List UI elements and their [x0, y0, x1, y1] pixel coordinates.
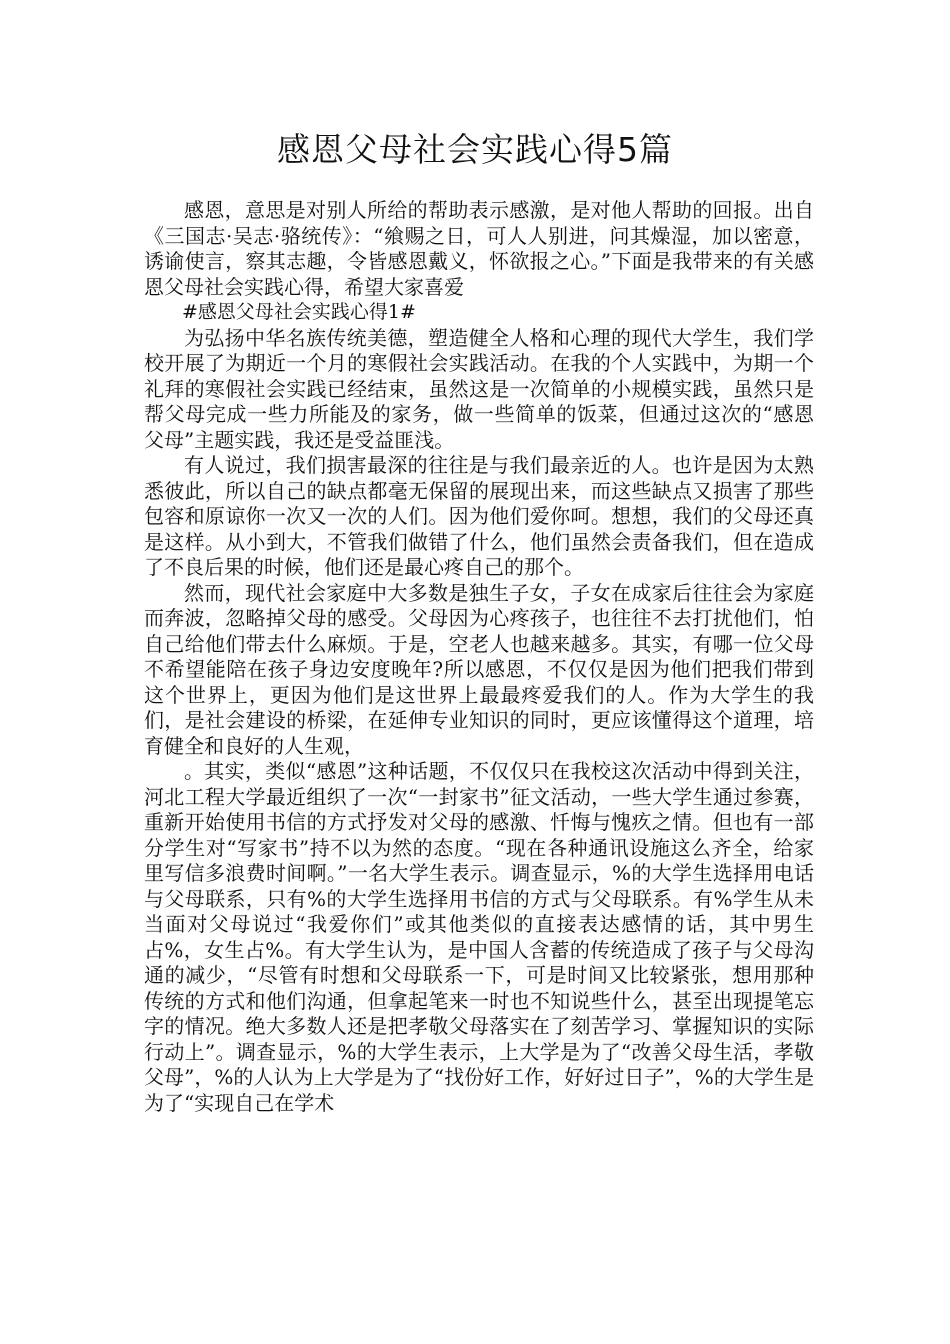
body-paragraph: 。其实，类似“感恩”这种话题，不仅仅只在我校这次活动中得到关注，河北工程大学最近组织了一次“一封家书”征文活动，一些大学生通过参赛，重新开始使用书信的方式抒发对父母的感激、忏悔与愧疚之情。但也有一部分学生对“写家书”持不以为然的态度。“现在各种通讯设施这么齐全，给家里写信多浪费时间啊。”一名大学生表示。调查显示，%的大学生选择用电话与父母联系，只有%的大学生选择用书信的方式与父母联系。有%学生从未当面对父母说过“我爱你们”或其他类似的直接表达感情的话，其中男生占%，女生占%。有大学生认为，是中国人含蓄的传统造成了孩子与父母沟通的减少，“尽管有时想和父母联系一下，可是时间又比较紧张，想用那种传统的方式和他们沟通，但拿起笔来一时也不知说些什么，甚至出现提笔忘字的情况。绝大多数人还是把孝敬父母落实在了刻苦学习、掌握知识的实际行动上”。调查显示，%的大学生表示，上大学是为了“改善父母生活，孝敬父母”，%的人认为上大学是为了“找份好工作，好好过日子”，%的大学生是为了“实现自己在学术 [144, 759, 814, 1115]
section-heading: #感恩父母社会实践心得1# [182, 301, 416, 323]
body-paragraph: 为弘扬中华名族传统美德，塑造健全人格和心理的现代大学生，我们学校开展了为期近一个月的寒假社会实践活动。在我的个人实践中，为期一个礼拜的寒假社会实践已经结束，虽然这是一次简单的小规模实践，虽然只是帮父母完成一些力所能及的家务，做一些简单的饭菜，但通过这次的“感恩父母”主题实践，我还是受益匪浅。 [144, 325, 814, 452]
document-body [144, 198, 814, 1116]
body-paragraph: 然而，现代社会家庭中大多数是独生子女，子女在成家后往往会为家庭而奔波，忽略掉父母的感受。父母因为心疼孩子，也往往不去打扰他们，怕自己给他们带去什么麻烦。于是，空老人也越来越多。其实，有哪一位父母不希望能陪在孩子身边安度晚年?所以感恩，不仅仅是因为他们把我们带到这个世界上，更因为他们是这世界上最最疼爱我们的人。作为大学生的我们，是社会建设的桥梁，在延伸专业知识的同时，更应该懂得这个道理，培育健全和良好的人生观， [144, 580, 814, 758]
body-paragraph: 有人说过，我们损害最深的往往是与我们最亲近的人。也许是因为太熟悉彼此，所以自己的缺点都毫无保留的展现出来，而这些缺点又损害了那些包容和原谅你一次又一次的人们。因为他们爱你呵。想想，我们的父母还真是这样。从小到大，不管我们做错了什么，他们虽然会责备我们，但在造成了不良后果的时候，他们还是最心疼自己的那个。 [144, 453, 814, 579]
document-title: 感恩父母社会实践心得5篇 [277, 130, 673, 169]
intro-paragraph: 感恩，意思是对别人所给的帮助表示感激，是对他人帮助的回报。出自《三国志·吴志·骆统传》：“飨赐之日，可人人别进，问其燥湿，加以密意，诱谕使言，察其志趣，令皆感恩戴义，怀欲报之心。”下面是我带来的有关感恩父母社会实践心得，希望大家喜爱 [144, 198, 814, 299]
